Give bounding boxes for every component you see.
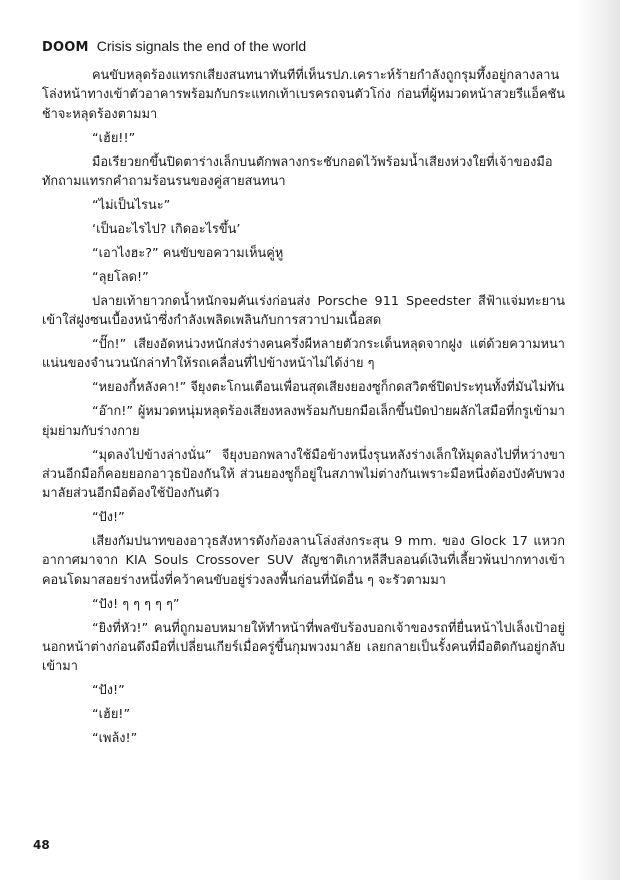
paragraph: “เพล้ง!” — [92, 731, 138, 747]
paragraph: “เฮ้ย!” — [92, 707, 131, 723]
paragraph: ปลายเท้ายาวกดน้ำหนักจมคันเร่งก่อนส่ง Porsche 911 Speedster สีฟ้าแจ่มทะยานเข้าใส่ฝูงซนเบื้องหน้าซึ่งกำลังเพลิดเพลินกับการสวาปามเนื้อสด — [42, 293, 565, 329]
paragraph: “ปั๊ก!” เสียงอัดหน่วงหนักส่งร่างคนครึ่งผีหลายตัวกระเด็นหลุดจากฝูง แต่ด้วยความหนาแน่นของจำนวนนักล่าทำให้รถเคลื่อนที่ไปข้างหน้าไม่ได้ง่าย ๆ — [42, 337, 565, 372]
paragraph: ‘เป็นอะไรไป? เกิดอะไรขึ้น’ — [92, 221, 241, 237]
running-header — [42, 38, 306, 58]
paragraph: “หยองกี้หลังคา!” จียุงตะโกนเตือนเพื่อนสุดเสียงยองซูก็กดสวิตช์ปิดประทุนทั้งที่มันไม่ทัน — [92, 380, 565, 396]
paragraph: “ปัง!” — [92, 683, 125, 699]
paragraph: “ปัง! ๆ ๆ ๆ ๆ ๆ” — [92, 596, 180, 612]
paragraph: “อ๊าก!” ผู้หมวดหนุ่มหลุดร้องเสียงหลงพร้อมกับยกมือเล็กขึ้นปัดป่ายผลักไสมือที่กรูเข้ามายุ่มย่ามกับร่างกาย — [42, 404, 565, 439]
paragraph: “ยิงที่หัว!” คนที่ถูกมอบหมายให้ทำหน้าที่พลขับร้องบอกเจ้าของรถที่ยื่นหน้าไปเล็งเป้าอยู่นอกหน้าต่างก่อนดึงมือที่เปลี่ยนเกียร์เมื่อครู่ขึ้นกุมพวงมาลัย เลยกลายเป็นรั้งคนที่มือติดกันอยู่กลับเข้ามา — [42, 620, 565, 675]
page-number: 48 — [33, 838, 50, 852]
header-title: Crisis signals the end of the world — [96, 38, 307, 54]
paragraph: คนขับหลุดร้องแทรกเสียงสนทนาทันทีที่เห็นรปภ.เคราะห์ร้ายกำลังถูกรุมทึ้งอยู่กลางลานโล่งหน้าทางเข้าตัวอาคารพร้อมกับกระแทกเท้าเบรครถจนตัวโก่ง ก่อนที่ผู้หมวดหน้าสวยรีแอ็คชันช้าจะหลุดร้องตามมา — [42, 68, 565, 122]
paragraph: “เอาไงฮะ?” คนขับขอความเห็นคู่หู — [92, 245, 284, 261]
paragraph: “ไม่เป็นไรนะ” — [92, 197, 171, 213]
paragraph: เสียงกัมปนาทของอาวุธสังหารดังก้องลานโล่งส่งกระสุน 9 mm. ของ Glock 17 แหวกอากาศมาจาก KIA Souls Crossover SUV สัญชาติเกาหลีสีบลอนด์เงินที่เลี้ยวพ้นปากทางเข้าคอนโดมาสอยร่างหนึ่งที่คว้าคนขับอยู่ร่วงลงพื้นก่อนที่นัดอื่น ๆ จะรัวตามมา — [42, 534, 565, 588]
body-text — [42, 66, 565, 753]
paragraph: “ปัง!” — [92, 510, 125, 526]
paragraph: “มุดลงไปข้างล่างนั่น” จียุงบอกพลางใช้มือข้างหนึ่งรุนหลังร่างเล็กให้มุดลงไปที่หว่างขาส่วนอีกมือก็คอยยอกอาวุธป้องกันให้ ส่วนยองซูก็อยู่ในสภาพไม่ต่างกันเพราะมือหนึ่งต้องบังคับพวงมาลัยส่วนอีกมือต้องใช้ป้องกันตัว — [42, 447, 565, 502]
paragraph: “ลุยโลด!” — [92, 269, 149, 285]
paragraph: “เฮ้ย!!” — [92, 130, 136, 146]
header-brand: DOOM — [42, 40, 89, 55]
paragraph: มือเรียวยกขึ้นปิดตาร่างเล็กบนตักพลางกระชับกอดไว้พร้อมน้ำเสียงห่วงใยที่เจ้าของมือทักถามแทรกคำถามร้อนรนของคู่สายสนทนา — [42, 154, 553, 189]
